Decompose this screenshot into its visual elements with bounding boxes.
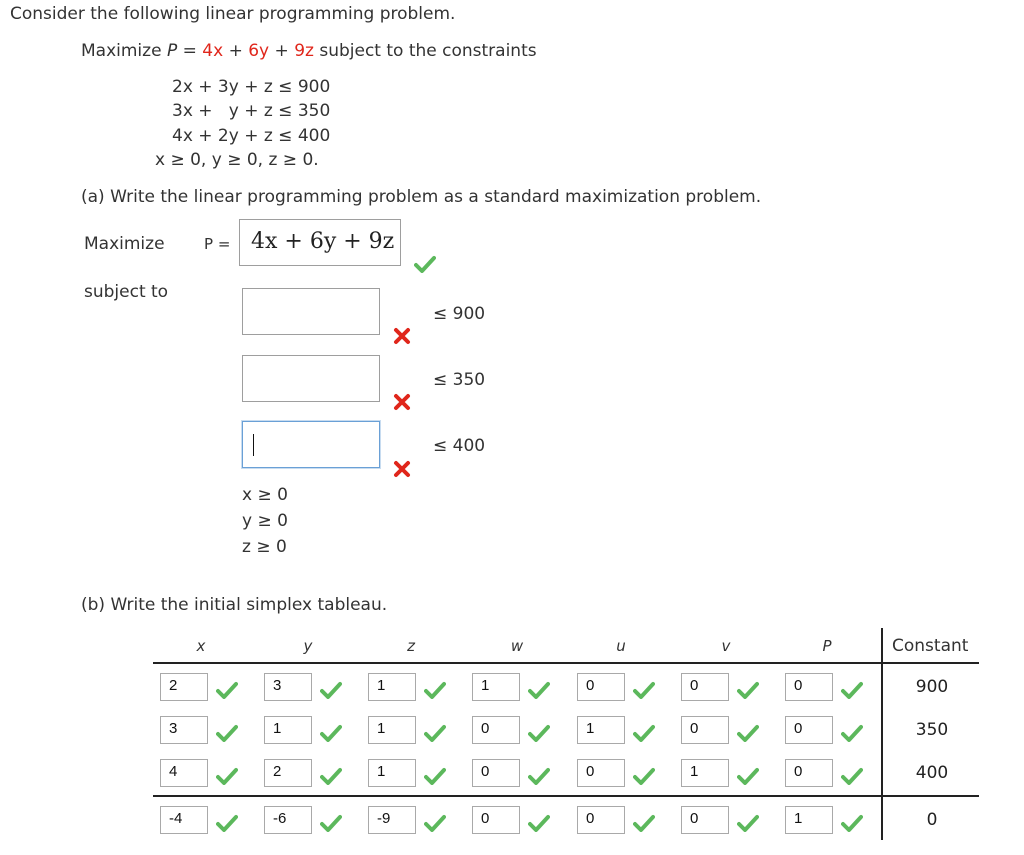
cell-correct-check-icon xyxy=(424,814,446,832)
tableau-cell-input[interactable]: 0 xyxy=(681,673,729,701)
column-header-v: v xyxy=(721,637,731,655)
cell-correct-check-icon xyxy=(216,724,238,742)
tableau-constant-value: 350 xyxy=(915,720,949,740)
tableau-cell-input[interactable]: 0 xyxy=(785,759,833,787)
objective-term-x: 4x xyxy=(202,41,224,61)
tableau-cell-input[interactable]: 0 xyxy=(577,673,625,701)
objective-plus-1: + xyxy=(223,41,249,61)
objective-term-y: 6y xyxy=(248,41,270,61)
tableau-cell-input[interactable]: 1 xyxy=(368,673,416,701)
cell-correct-check-icon xyxy=(528,767,550,785)
tableau-cell-input[interactable]: 1 xyxy=(264,716,312,744)
cell-correct-check-icon xyxy=(424,767,446,785)
constraint-3-rhs: ≤ 400 xyxy=(433,436,486,456)
tableau-constant-value: 400 xyxy=(915,763,949,783)
tableau-header-rule xyxy=(153,662,979,664)
tableau-cell-input[interactable]: 1 xyxy=(472,673,520,701)
objective-statement xyxy=(81,41,537,61)
column-header-w: w xyxy=(510,637,524,655)
objective-correct-check-icon xyxy=(414,255,436,273)
tableau-cell-input[interactable]: 1 xyxy=(368,759,416,787)
constraint-1-rhs: ≤ 900 xyxy=(433,304,486,324)
cell-correct-check-icon xyxy=(633,814,655,832)
objective-plus-2: + xyxy=(269,41,295,61)
problem-intro: Consider the following linear programming problem. xyxy=(10,4,456,24)
tableau-cell-input[interactable]: 0 xyxy=(681,806,729,834)
objective-var: P xyxy=(166,41,178,61)
nonneg-x: x ≥ 0 xyxy=(242,485,288,505)
cell-correct-check-icon xyxy=(216,814,238,832)
cell-correct-check-icon xyxy=(216,681,238,699)
p-equals-label: P = xyxy=(204,235,231,253)
column-header-constant: Constant xyxy=(892,636,969,656)
tableau-cell-input[interactable]: 0 xyxy=(681,716,729,744)
cell-correct-check-icon xyxy=(841,767,863,785)
cell-correct-check-icon xyxy=(320,767,342,785)
tableau-constant-divider xyxy=(881,628,883,840)
constraint-3: 4x + 2y + z ≤ 400 xyxy=(172,126,331,146)
objective-answer-field[interactable] xyxy=(239,219,401,266)
part-a-heading: (a) Write the linear programming problem as a standard maximization problem. xyxy=(81,187,762,207)
column-header-u: u xyxy=(616,637,626,655)
tableau-cell-input[interactable]: -9 xyxy=(368,806,416,834)
tableau-cell-input[interactable]: 0 xyxy=(472,806,520,834)
constraint-2-rhs: ≤ 350 xyxy=(433,370,486,390)
constraint-2-input[interactable] xyxy=(242,355,380,402)
cell-correct-check-icon xyxy=(320,724,342,742)
tableau-cell-input[interactable]: 2 xyxy=(160,673,208,701)
tableau-cell-input[interactable]: 0 xyxy=(785,673,833,701)
tableau-cell-input[interactable]: 1 xyxy=(368,716,416,744)
cell-correct-check-icon xyxy=(737,767,759,785)
subject-to-label: subject to xyxy=(84,282,169,302)
objective-suffix: subject to the constraints xyxy=(313,41,537,61)
tableau-cell-input[interactable]: 1 xyxy=(785,806,833,834)
tableau-cell-input[interactable]: 3 xyxy=(264,673,312,701)
tableau-cell-input[interactable]: -6 xyxy=(264,806,312,834)
cell-correct-check-icon xyxy=(528,724,550,742)
objective-eq: = xyxy=(177,41,203,61)
cell-correct-check-icon xyxy=(841,681,863,699)
tableau-cell-input[interactable]: 2 xyxy=(264,759,312,787)
cell-correct-check-icon xyxy=(841,724,863,742)
constraint-1-incorrect-x-icon xyxy=(392,326,412,346)
cell-correct-check-icon xyxy=(737,814,759,832)
objective-term-z: 9z xyxy=(294,41,314,61)
cell-correct-check-icon xyxy=(737,681,759,699)
nonneg-y: y ≥ 0 xyxy=(242,511,288,531)
tableau-objective-rule xyxy=(153,795,979,797)
column-header-z: z xyxy=(407,637,415,655)
column-header-y: y xyxy=(303,637,313,655)
part-b-heading: (b) Write the initial simplex tableau. xyxy=(81,595,388,615)
cell-correct-check-icon xyxy=(320,681,342,699)
constraint-3-input[interactable] xyxy=(242,421,380,468)
text-cursor xyxy=(253,434,254,456)
tableau-cell-input[interactable]: -4 xyxy=(160,806,208,834)
constraint-2-incorrect-x-icon xyxy=(392,392,412,412)
tableau-cell-input[interactable]: 0 xyxy=(577,806,625,834)
tableau-cell-input[interactable]: 1 xyxy=(681,759,729,787)
tableau-cell-input[interactable]: 4 xyxy=(160,759,208,787)
maximize-label: Maximize xyxy=(84,234,165,254)
tableau-cell-input[interactable]: 1 xyxy=(577,716,625,744)
constraint-2: 3x + y + z ≤ 350 xyxy=(172,101,331,121)
tableau-cell-input[interactable]: 3 xyxy=(160,716,208,744)
constraint-3-incorrect-x-icon xyxy=(392,459,412,479)
cell-correct-check-icon xyxy=(320,814,342,832)
objective-answer-value: 4x + 6y + 9z xyxy=(251,229,395,254)
tableau-cell-input[interactable]: 0 xyxy=(472,716,520,744)
tableau-constant-value: 900 xyxy=(915,677,949,697)
column-header-p: P xyxy=(822,637,832,655)
cell-correct-check-icon xyxy=(424,724,446,742)
cell-correct-check-icon xyxy=(633,724,655,742)
cell-correct-check-icon xyxy=(737,724,759,742)
tableau-cell-input[interactable]: 0 xyxy=(472,759,520,787)
constraint-1-input[interactable] xyxy=(242,288,380,335)
column-header-x: x xyxy=(196,637,206,655)
tableau-constant-value: 0 xyxy=(926,810,938,830)
cell-correct-check-icon xyxy=(424,681,446,699)
cell-correct-check-icon xyxy=(841,814,863,832)
cell-correct-check-icon xyxy=(528,681,550,699)
cell-correct-check-icon xyxy=(528,814,550,832)
cell-correct-check-icon xyxy=(633,767,655,785)
cell-correct-check-icon xyxy=(216,767,238,785)
constraint-1: 2x + 3y + z ≤ 900 xyxy=(172,77,331,97)
cell-correct-check-icon xyxy=(633,681,655,699)
tableau-cell-input[interactable]: 0 xyxy=(577,759,625,787)
tableau-cell-input[interactable]: 0 xyxy=(785,716,833,744)
nonnegativity-constraint: x ≥ 0, y ≥ 0, z ≥ 0. xyxy=(155,150,319,170)
objective-prefix: Maximize xyxy=(81,41,167,61)
nonneg-z: z ≥ 0 xyxy=(242,537,287,557)
